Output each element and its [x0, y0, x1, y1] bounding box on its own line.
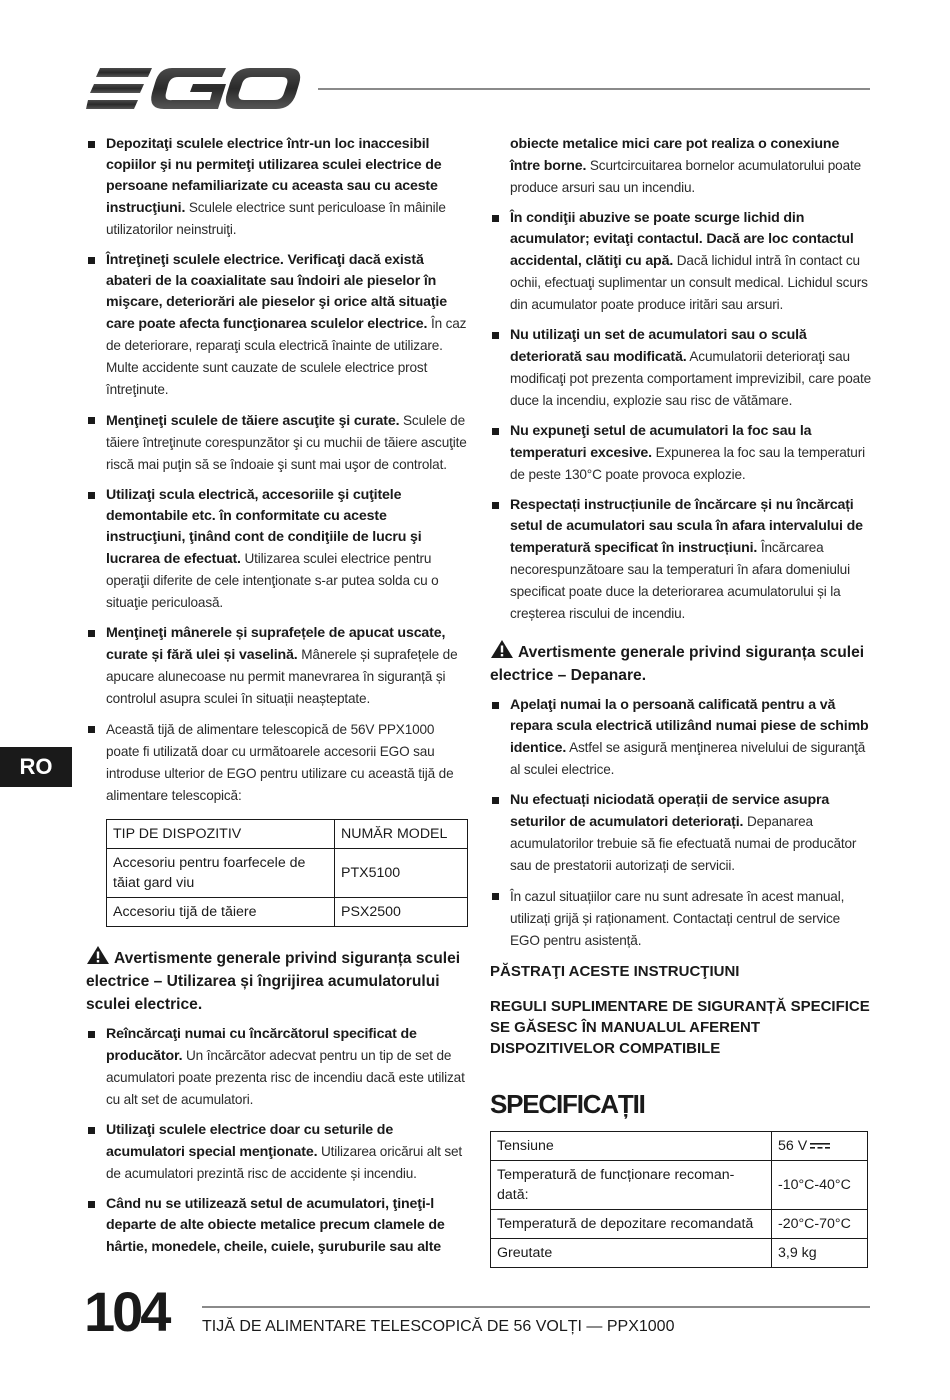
table-row — [491, 1210, 868, 1239]
table-cell: Tensiune — [491, 1132, 772, 1161]
page-number: 104 — [84, 1280, 169, 1343]
table-row — [491, 1161, 868, 1210]
table-row — [491, 1132, 868, 1161]
ego-logo — [86, 62, 301, 116]
table-cell: PTX5100 — [335, 849, 468, 898]
table-cell: 3,9 kg — [772, 1239, 868, 1268]
footer-rule — [202, 1306, 870, 1308]
accessory-table — [106, 819, 468, 927]
table-row — [107, 849, 468, 898]
list-item-continuation: obiecte metalice mici care pot realiza o conexiune între borne. Scurtcircuitarea bornelor acumulatorului poate produce arsuri sau un incendiu. — [510, 136, 862, 195]
keep-instructions: PĂSTRAŢI ACESTE INSTRUCŢIUNI — [490, 963, 740, 980]
list-item: Când nu se utilizează setul de acumulatori, ţineţi-l departe de alte obiecte metalice precum clamele de hârtie, monedele, cheile, cuiele, şuruburile sau alte — [86, 1194, 468, 1258]
left-column — [86, 134, 468, 1267]
table-row — [107, 898, 468, 927]
warning-heading: Avertismente generale privind siguranța sculei electrice – Depanare. — [490, 639, 872, 687]
language-tab: RO — [0, 747, 72, 787]
list-item: Menţineţi mânerele și suprafețele de apucat uscate, curate și fără ulei și vaselină. Mânerele și suprafețele de apucare alunecoase nu permit manevrarea în siguranță și controlul asupra sculei în situații neașteptate. — [86, 623, 468, 710]
specifications-table — [490, 1131, 868, 1268]
list-item: Această tijă de alimentare telescopică de 56V PPX1000 poate fi utilizată doar cu următoarele accesorii EGO sau introduse ulterior de EGO pentru utilizare cu această tijă de alimentare telescopică: — [86, 719, 468, 807]
table-cell: Accesoriu pentru foarfecele de tăiat gard viu — [107, 849, 335, 898]
list-item: Menţineţi sculele de tăiere ascuţite şi curate. Sculele de tăiere întreţinute corespunzător şi cu muchii de tăiere ascuţite riscă mai puţin să se îndoaie şi sunt mai uşor de controlat. — [86, 410, 468, 476]
list-item: Nu utilizaţi un set de acumulatori sau o sculă deteriorată sau modificată. Acumulatorii deterioraţi sau modificaţi pot prezenta comportament imprevizibil, care poate duce la incendiu, explozie sau risc de vătămare. — [490, 325, 872, 412]
table-cell: PSX2500 — [335, 898, 468, 927]
right-column — [490, 134, 872, 1268]
table-cell: Temperatură de depozitare recomandată — [491, 1210, 772, 1239]
list-item: Apelaţi numai la o persoană calificată pentru a vă repara scula electrică utilizând numai piese de schimb identice. Astfel se asigură menţinerea nivelului de siguranţă al sculei electrice. — [490, 695, 872, 781]
warning-icon — [86, 945, 110, 965]
list-item: Depozitaţi sculele electrice într-un loc inaccesibil copiilor şi nu permiteţi utilizarea sculei electrice de persoane nefamiliarizate cu aceasta sau cu aceste instrucţiuni. Sculele electrice sunt periculoase în mâinile utilizatorilor neinstruiţi. — [86, 134, 468, 241]
table-cell: Temperatură de funcționare recoman-dată: — [491, 1161, 772, 1210]
table-cell: 56 V — [772, 1132, 868, 1161]
list-item: Întreţineţi sculele electrice. Verificaţi dacă există abateri de la coaxialitate sau îndoiri ale pieselor în mişcare, deteriorări ale pieselor şi orice altă situaţie care poate afecta funcţionarea sculelor electrice. În caz de deteriorare, reparaţi scula electrică înainte de utilizare. Multe accidente sunt cauzate de sculele electrice prost întreţinute. — [86, 250, 468, 401]
list-item: În condiţii abuzive se poate scurge lichid din acumulator; evitaţi contactul. Dacă are loc contactul accidental, clătiţi cu apă. Dacă lichidul intră în contact cu ochii, efectuaţi suplimentar un consult medical. Lichidul scurs din acumulator poate produce iritări sau arsuri. — [490, 208, 872, 316]
table-row — [491, 1239, 868, 1268]
table-header-cell: NUMĂR MODEL — [335, 820, 468, 849]
table-cell: -20°C-70°C — [772, 1210, 868, 1239]
table-cell: Greutate — [491, 1239, 772, 1268]
specifications-title: SPECIFICAȚII — [490, 1089, 645, 1119]
list-item: Reîncărcaţi numai cu încărcătorul specificat de producător. Un încărcător adecvat pentru un tip de set de acumulatori poate prezenta risc de incendiu dacă este utilizat cu alt set de acumulatori. — [86, 1024, 468, 1111]
list-item: Utilizaţi scula electrică, accesoriile şi cuţitele demontabile etc. în conformitate cu aceste instrucţiuni, ţinând cont de condiţiile de lucru şi lucrarea de efectuat. Utilizarea sculei electrice pentru operaţii diferite de cele intenţionate s-ar putea solda cu o situaţie periculoasă. — [86, 485, 468, 614]
list-item: Nu expuneţi setul de acumulatori la foc sau la temperaturi excesive. Expunerea la foc sau la temperaturi de peste 130°C poate provoca explozie. — [490, 421, 872, 486]
table-header-cell: TIP DE DISPOZITIV — [107, 820, 335, 849]
list-item: Respectați instrucțiunile de încărcare și nu încărcați setul de acumulatori sau scula în afara intervalului de temperatură specificat în instrucțiuni. Încărcarea necorespunzătoare sau la temperaturi în afara domeniului specificat poate duce la deteriorarea acumulatorului și la creșterea riscului de incendiu. — [490, 495, 872, 625]
warning-icon — [490, 639, 514, 659]
footer-title: TIJĂ DE ALIMENTARE TELESCOPICĂ DE 56 VOLȚI — PPX1000 — [202, 1318, 675, 1335]
list-item: Utilizaţi sculele electrice doar cu seturile de acumulatori special menţionate. Utilizarea oricărui alt set de acumulatori prezintă risc de accidente și incendiu. — [86, 1120, 468, 1185]
table-cell: -10°C-40°C — [772, 1161, 868, 1210]
table-cell: Accesoriu tijă de tăiere — [107, 898, 335, 927]
header-rule — [318, 88, 870, 90]
list-item: Nu efectuați niciodată operații de service asupra seturilor de acumulatori deteriorați. Depanarea acumulatorilor trebuie să fie efectuată numai de producător sau de prestatorii autorizați de servicii. — [490, 790, 872, 877]
additional-rules: REGULI SUPLIMENTARE DE SIGURANȚĂ SPECIFICE SE GĂSESC ÎN MANUALUL AFERENT DISPOZITIVELOR COMPATIBILE — [490, 998, 870, 1057]
list-item: În cazul situațiilor care nu sunt adresate în acest manual, utilizați grijă și raționament. Contactați centrul de service EGO pentru asistență. — [490, 886, 872, 952]
warning-heading: Avertismente generale privind siguranța sculei electrice – Utilizarea și îngrijirea acumulatorului sculei electrice. — [86, 945, 468, 1016]
dc-symbol-icon — [810, 1142, 830, 1150]
table-header-row — [107, 820, 468, 849]
